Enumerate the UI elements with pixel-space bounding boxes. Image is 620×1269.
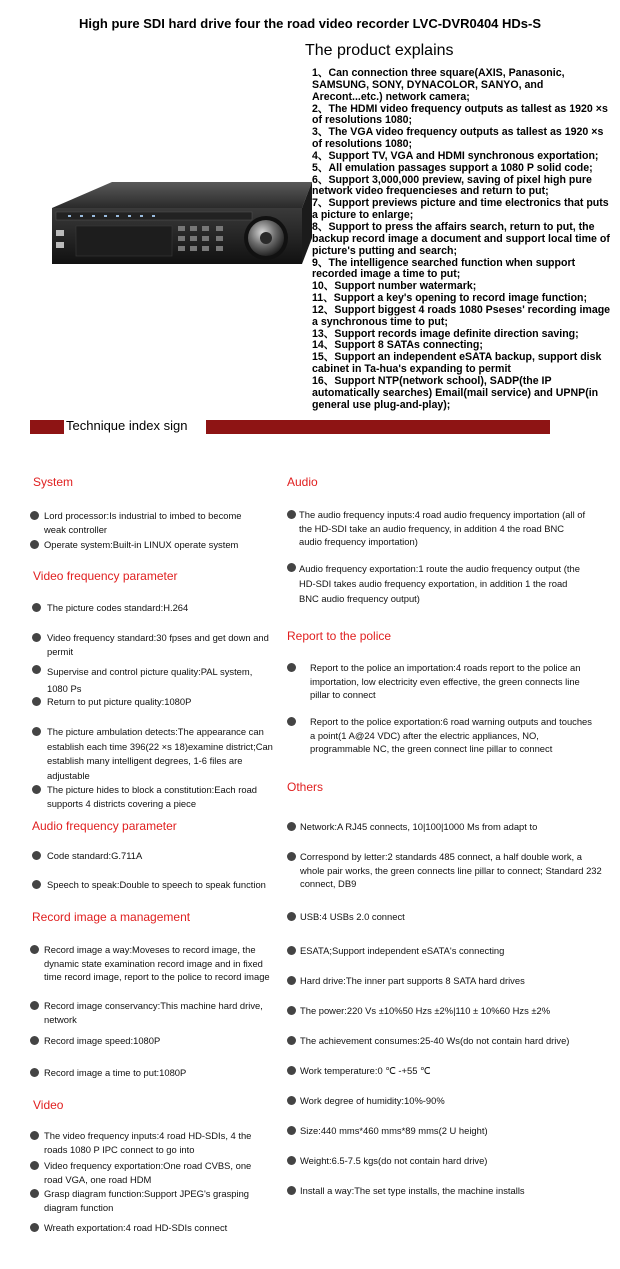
spec-item: The video frequency inputs:4 road HD-SDIs, 4 the roads 1080 P IPC connect to go into bbox=[30, 1129, 270, 1156]
bullet-icon bbox=[287, 1036, 296, 1045]
spec-item: Report to the police exportation:6 road warning outputs and touches a point(1 A@24 VDC) after the electric appliances, NO, programmable NC, the green connect line pillar to connect bbox=[287, 715, 597, 756]
feature-item: 9、The intelligence searched function when support recorded image a time to put; bbox=[312, 256, 576, 281]
feature-item: 5、All emulation passages support a 1080 P solid code; bbox=[312, 161, 593, 174]
spec-item: Work degree of humidity:10%-90% bbox=[287, 1094, 602, 1108]
feature-list bbox=[312, 68, 612, 411]
feature-item: 16、Support NTP(network school), SADP(the IP automatically searches) Email(mail service) and UPNP(in general use plug-and-play); bbox=[312, 374, 599, 411]
bullet-icon bbox=[287, 822, 296, 831]
feature-item: 1、Can connection three square(AXIS, Panasonic, SAMSUNG, SONY, DYNACOLOR, SANYO, and Arecont...etc.) network camera; bbox=[312, 67, 565, 103]
spec-item: Work temperature:0 ℃ -+55 ℃ bbox=[287, 1064, 602, 1078]
feature-item: 10、Support number watermark; bbox=[312, 280, 477, 293]
spec-item: Record image conservancy:This machine hard drive, network bbox=[30, 999, 282, 1026]
bullet-icon bbox=[287, 1096, 296, 1105]
bullet-icon bbox=[287, 1156, 296, 1165]
bullet-icon bbox=[287, 1066, 296, 1075]
spec-item: USB:4 USBs 2.0 connect bbox=[287, 910, 602, 924]
bullet-icon bbox=[32, 785, 41, 794]
bullet-icon bbox=[287, 510, 296, 519]
bullet-icon bbox=[30, 540, 39, 549]
section-heading: System bbox=[33, 475, 74, 489]
bullet-icon bbox=[30, 945, 39, 954]
bullet-icon bbox=[32, 851, 41, 860]
bullet-icon bbox=[30, 1036, 39, 1045]
bullet-icon bbox=[32, 603, 41, 612]
spec-item: Correspond by letter:2 standards 485 connect, a half double work, a whole pair works, the green connects line pillar to connect; Standard 232 connect, DB9 bbox=[287, 850, 602, 891]
spec-item: Wreath exportation:4 road HD-SDIs connect bbox=[30, 1221, 280, 1235]
spec-item: Record image a time to put:1080P bbox=[30, 1066, 280, 1080]
bullet-icon bbox=[30, 1001, 39, 1010]
bullet-icon bbox=[287, 946, 296, 955]
bullet-icon bbox=[287, 852, 296, 861]
bullet-icon bbox=[287, 663, 296, 672]
bullet-icon bbox=[30, 511, 39, 520]
spec-item: Operate system:Built-in LINUX operate system bbox=[30, 538, 280, 552]
spec-item: Report to the police an importation:4 roads report to the police an importation, low electricity even effective, the green connects line pillar to connect bbox=[287, 661, 597, 702]
dvr-product-image bbox=[40, 180, 312, 270]
spec-item: Hard drive:The inner part supports 8 SATA hard drives bbox=[287, 974, 602, 988]
section-heading: Audio bbox=[287, 475, 318, 489]
spec-item: Weight:6.5-7.5 kgs(do not contain hard drive) bbox=[287, 1154, 602, 1168]
bullet-icon bbox=[30, 1161, 39, 1170]
bullet-icon bbox=[30, 1131, 39, 1140]
spec-item: Code standard:G.711A bbox=[32, 849, 282, 863]
spec-item: Audio frequency exportation:1 route the audio frequency output (the HD-SDI takes audio frequency exportation, in addition 1 the road BNC audio frequency output) bbox=[287, 561, 587, 606]
bullet-icon bbox=[32, 633, 41, 642]
spec-item: Supervise and control picture quality:PAL system, 1080 Ps bbox=[32, 663, 272, 697]
explain-heading: The product explains bbox=[305, 42, 454, 59]
technique-label: Technique index sign bbox=[66, 418, 188, 433]
spec-item: The picture ambulation detects:The appearance can establish each time 396(22 ×s 18)examine district;Can establish many intelligent degrees, 1-6 files are adjustable bbox=[32, 725, 287, 783]
bullet-icon bbox=[32, 727, 41, 736]
feature-item: 8、Support to press the affairs search, return to put, the backup record image a document and support local time of picture's putting and search; bbox=[312, 220, 610, 257]
bullet-icon bbox=[287, 1186, 296, 1195]
page-title: High pure SDI hard drive four the road video recorder LVC-DVR0404 HDs-S bbox=[78, 16, 542, 31]
spec-item: The power:220 Vs ±10%50 Hzs ±2%|110 ± 10%60 Hzs ±2% bbox=[287, 1004, 602, 1018]
spec-item: Video frequency exportation:One road CVBS, one road VGA, one road HDM bbox=[30, 1159, 270, 1186]
section-heading: Record image a management bbox=[32, 910, 191, 924]
spec-item: The picture hides to block a constitution:Each road supports 4 districts covering a piece bbox=[32, 783, 277, 810]
bullet-icon bbox=[30, 1068, 39, 1077]
bullet-icon bbox=[30, 1223, 39, 1232]
feature-item: 2、The HDMI video frequency outputs as tallest as 1920 ×s of resolutions 1080; bbox=[312, 102, 608, 127]
section-heading: Audio frequency parameter bbox=[32, 819, 177, 833]
feature-item: 14、Support 8 SATAs connecting; bbox=[312, 339, 483, 352]
spec-item: Return to put picture quality:1080P bbox=[32, 695, 282, 709]
bullet-icon bbox=[287, 717, 296, 726]
bullet-icon bbox=[287, 912, 296, 921]
feature-item: 13、Support records image definite direction saving; bbox=[312, 327, 579, 340]
spec-item: Video frequency standard:30 fpses and get down and permit bbox=[32, 631, 270, 658]
bullet-icon bbox=[32, 697, 41, 706]
spec-item: Record image speed:1080P bbox=[30, 1034, 280, 1048]
spec-item: Lord processor:Is industrial to imbed to become weak controller bbox=[30, 509, 264, 536]
feature-item: 6、Support 3,000,000 preview, saving of pixel high pure network video frequencieses and return to put; bbox=[312, 173, 592, 198]
banner-left-bar bbox=[30, 420, 64, 434]
bullet-icon bbox=[32, 665, 41, 674]
spec-item: Install a way:The set type installs, the machine installs bbox=[287, 1184, 602, 1198]
bullet-icon bbox=[32, 880, 41, 889]
spec-item: The picture codes standard:H.264 bbox=[32, 601, 282, 615]
bullet-icon bbox=[287, 976, 296, 985]
feature-item: 4、Support TV, VGA and HDMI synchronous exportation; bbox=[312, 149, 599, 162]
spec-item: The audio frequency inputs:4 road audio frequency importation (all of the HD-SDI take an audio frequency, in addition 4 the road BNC audio frequency importation) bbox=[287, 508, 587, 549]
feature-item: 11、Support a key's opening to record image function; bbox=[312, 292, 588, 305]
bullet-icon bbox=[30, 1189, 39, 1198]
spec-item: Record image a way:Moveses to record image, the dynamic state examination record image and in fixed time record image, report to the police to record image bbox=[30, 943, 280, 984]
spec-item: Grasp diagram function:Support JPEG's grasping diagram function bbox=[30, 1187, 270, 1214]
section-heading: Video frequency parameter bbox=[33, 569, 178, 583]
bullet-icon bbox=[287, 563, 296, 572]
spec-item: Network:A RJ45 connects, 10|100|1000 Ms from adapt to bbox=[287, 820, 602, 834]
section-heading: Video bbox=[33, 1098, 64, 1112]
feature-item: 3、The VGA video frequency outputs as tallest as 1920 ×s of resolutions 1080; bbox=[312, 126, 604, 151]
spec-item: The achievement consumes:25-40 Ws(do not contain hard drive) bbox=[287, 1034, 602, 1048]
technique-banner bbox=[30, 420, 550, 434]
bullet-icon bbox=[287, 1126, 296, 1135]
spec-item: Size:440 mms*460 mms*89 mms(2 U height) bbox=[287, 1124, 602, 1138]
dvr-illustration bbox=[40, 180, 312, 270]
spec-item: ESATA;Support independent eSATA's connecting bbox=[287, 944, 602, 958]
section-heading: Report to the police bbox=[287, 629, 392, 643]
feature-item: 12、Support biggest 4 roads 1080 Pseses' recording image a synchronous time to put; bbox=[312, 303, 611, 328]
bullet-icon bbox=[287, 1006, 296, 1015]
banner-right-bar bbox=[206, 420, 550, 434]
section-heading: Others bbox=[287, 780, 324, 794]
feature-item: 7、Support previews picture and time electronics that puts a picture to enlarge; bbox=[312, 197, 609, 222]
spec-item: Speech to speak:Double to speech to speak function bbox=[32, 878, 287, 892]
feature-item: 15、Support an independent eSATA backup, support disk cabinet in Ta-hua's expanding to permit bbox=[312, 351, 602, 376]
